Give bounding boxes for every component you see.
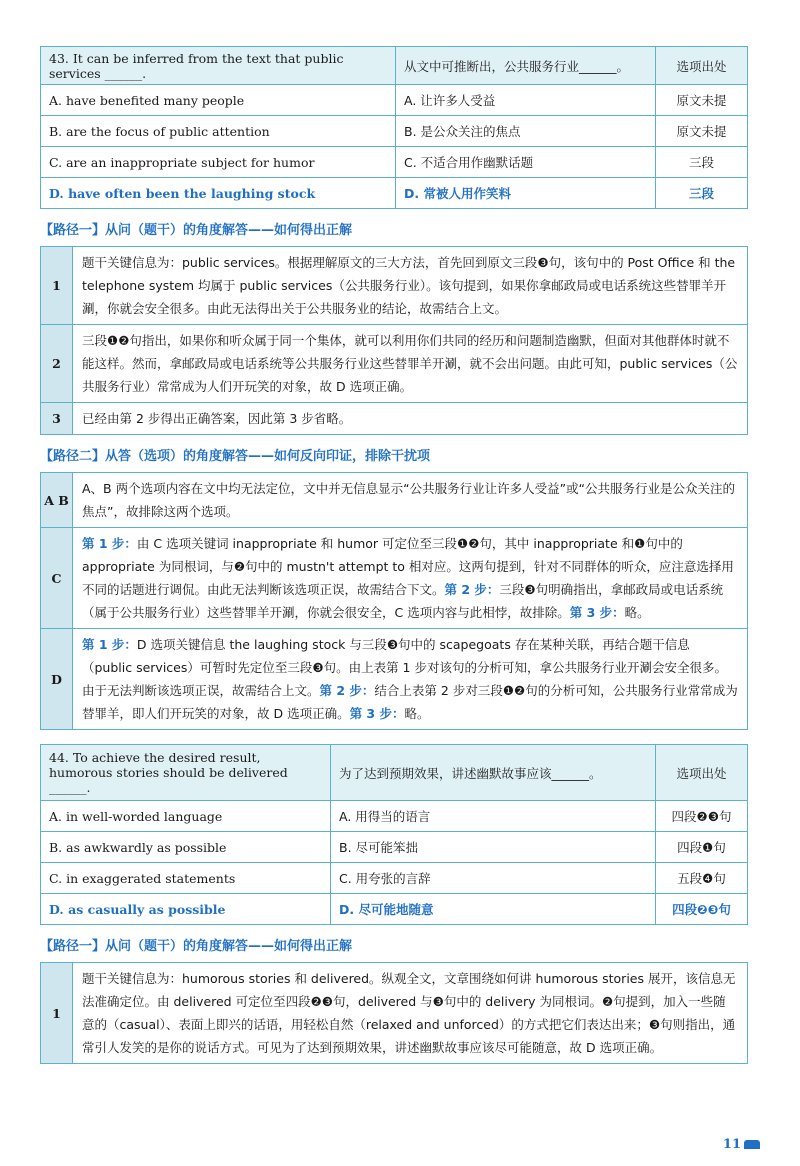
option-label: D: [41, 629, 73, 730]
analysis-text: D 选项关键信息 the laughing stock 与三段❸句中的 scapegoats 存在某种关联，再结合题干信息（public services）可暂时先定位至三段❸句。由上表第 1 步对该句的分析可知，拿公共服务行业开涮会安全很多。由于无法判断该选项正误，故需结合上文。: [82, 637, 727, 698]
option-analysis-row: [41, 528, 748, 629]
option-row-d-answer: [41, 894, 748, 925]
option-en: C. in exaggerated statements: [41, 863, 331, 894]
option-source: 原文未提: [656, 85, 748, 116]
option-row-b: [41, 832, 748, 863]
page-body: [40, 46, 748, 1064]
option-source: 四段❶句: [656, 832, 748, 863]
step-text: 已经由第 2 步得出正确答案，因此第 3 步省略。: [73, 403, 748, 435]
option-en: B. as awkwardly as possible: [41, 832, 331, 863]
q43-path-one-table: [40, 246, 748, 435]
option-zh: A. 用得当的语言: [331, 801, 656, 832]
step-number: 1: [41, 247, 73, 325]
graduation-cap-icon: [744, 1140, 760, 1149]
option-source: 四段❷❸句: [656, 894, 748, 925]
q44-path-one-table: [40, 962, 748, 1064]
analysis-text: A、B 两个选项内容在文中均无法定位，文中并无信息显示“公共服务行业让许多人受益”或“公共服务行业是公众关注的焦点”，故排除这两个选项。: [82, 481, 736, 519]
step-number: 1: [41, 963, 73, 1064]
step-marker: 第 2 步：: [319, 683, 375, 698]
analysis-text: 结合上表第 2 步对三段❶❷句的分析可知，公共服务行业常常成为替罪羊，即人们开玩笑的对象，故 D 选项正确。: [82, 683, 738, 721]
option-analysis: [73, 473, 748, 528]
path-one-title: 【路径一】从问（题干）的角度解答——如何得出正解: [40, 939, 353, 954]
question-zh: 从文中可推断出，公共服务行业______。: [396, 47, 656, 85]
step-text: 题干关键信息为：humorous stories 和 delivered。纵观全文，文章围绕如何讲 humorous stories 展开，该信息无法准确定位。由 delivered 可定位至四段❷❸句，delivered 与❸句中的 delivery 为同根词。❷句提到，加入一些随意的（casual）、表面上即兴的话语，用轻松自然（relaxed and unforced）的方式把它们表达出来；❸句则指出，通常引人发笑的是你的说话方式。可见为了达到预期效果，讲述幽默故事应该尽可能随意，故 D 选项正确。: [73, 963, 748, 1064]
option-zh: B. 尽可能笨拙: [331, 832, 656, 863]
step-number: 2: [41, 325, 73, 403]
option-zh: D. 常被人用作笑料: [396, 178, 656, 209]
option-zh: A. 让许多人受益: [396, 85, 656, 116]
option-row-b: [41, 116, 748, 147]
option-analysis-row: [41, 473, 748, 528]
step-text: 三段❶❷句指出，如果你和听众属于同一个集体，就可以利用你们共同的经历和问题制造幽默，但面对其他群体时就不能这样。然而，拿邮政局或电话系统等公共服务行业这些替罪羊开涮，就不会出问题。由此可知，public services（公共服务行业）常常成为人们开玩笑的对象，故 D 选项正确。: [73, 325, 748, 403]
step-marker: 第 1 步：: [82, 536, 137, 551]
option-row-a: [41, 801, 748, 832]
q44-options-table: [40, 744, 748, 925]
analysis-text: 由 C 选项关键词 inappropriate 和 humor 可定位至三段❶❷句，其中 inappropriate 和❶句中的 appropriate 为同根词，与❷句中的 mustn't attempt to 相对应。这两句提到，针对不同群体的听众，应注意选择用不同的话题进行调侃。由此无法判断该选项正误，故需结合下文。: [82, 536, 734, 597]
option-row-c: [41, 863, 748, 894]
option-source: 原文未提: [656, 116, 748, 147]
option-source: 五段❹句: [656, 863, 748, 894]
question-en: 44. To achieve the desired result, humorous stories should be delivered ______.: [41, 745, 331, 801]
q43-options-table: [40, 46, 748, 209]
path-two-title: 【路径二】从答（选项）的角度解答——如何反向印证，排除干扰项: [40, 449, 431, 464]
question-zh: 为了达到预期效果，讲述幽默故事应该______。: [331, 745, 656, 801]
option-en: D. have often been the laughing stock: [41, 178, 396, 209]
step-marker: 第 1 步：: [82, 637, 137, 652]
step-row: [41, 403, 748, 435]
step-number: 3: [41, 403, 73, 435]
option-en: A. have benefited many people: [41, 85, 396, 116]
step-marker: 第 3 步：: [569, 605, 625, 620]
step-row: [41, 247, 748, 325]
step-row: [41, 963, 748, 1064]
table-header-row: [41, 745, 748, 801]
option-analysis-row: [41, 629, 748, 730]
q43-path-two-table: [40, 472, 748, 730]
source-header: 选项出处: [656, 47, 748, 85]
option-label: C: [41, 528, 73, 629]
step-row: [41, 325, 748, 403]
option-en: D. as casually as possible: [41, 894, 331, 925]
source-header: 选项出处: [656, 745, 748, 801]
option-en: B. are the focus of public attention: [41, 116, 396, 147]
page-number-text: 11: [722, 1137, 741, 1152]
page-number: [723, 1137, 760, 1152]
path-one-title: 【路径一】从问（题干）的角度解答——如何得出正解: [40, 223, 353, 238]
option-row-d-answer: [41, 178, 748, 209]
table-header-row: [41, 47, 748, 85]
option-en: C. are an inappropriate subject for humor: [41, 147, 396, 178]
option-analysis: [73, 629, 748, 730]
option-label: A B: [41, 473, 73, 528]
option-zh: D. 尽可能地随意: [331, 894, 656, 925]
option-row-a: [41, 85, 748, 116]
option-zh: C. 不适合用作幽默话题: [396, 147, 656, 178]
option-zh: B. 是公众关注的焦点: [396, 116, 656, 147]
option-source: 四段❷❸句: [656, 801, 748, 832]
analysis-text: 三段❸句明确指出，拿邮政局或电话系统（属于公共服务行业）这些替罪羊开涮，你就会很安全，C 选项内容与此相悖，故排除。: [82, 582, 724, 620]
option-source: 三段: [656, 178, 748, 209]
step-text: 题干关键信息为：public services。根据理解原文的三大方法，首先回到原文三段❸句，该句中的 Post Office 和 the telephone system 均属于 public services（公共服务行业）。该句提到，如果你拿邮政局或电话系统这些替罪羊开涮，你就会安全很多。由此无法得出关于公共服务业的结论，故需结合上文。: [73, 247, 748, 325]
analysis-text: 略。: [624, 605, 650, 620]
option-source: 三段: [656, 147, 748, 178]
step-marker: 第 2 步：: [444, 582, 500, 597]
step-marker: 第 3 步：: [349, 706, 405, 721]
option-analysis: [73, 528, 748, 629]
analysis-text: 略。: [404, 706, 430, 721]
option-en: A. in well-worded language: [41, 801, 331, 832]
option-row-c: [41, 147, 748, 178]
question-en: 43. It can be inferred from the text that public services ______.: [41, 47, 396, 85]
option-zh: C. 用夸张的言辞: [331, 863, 656, 894]
